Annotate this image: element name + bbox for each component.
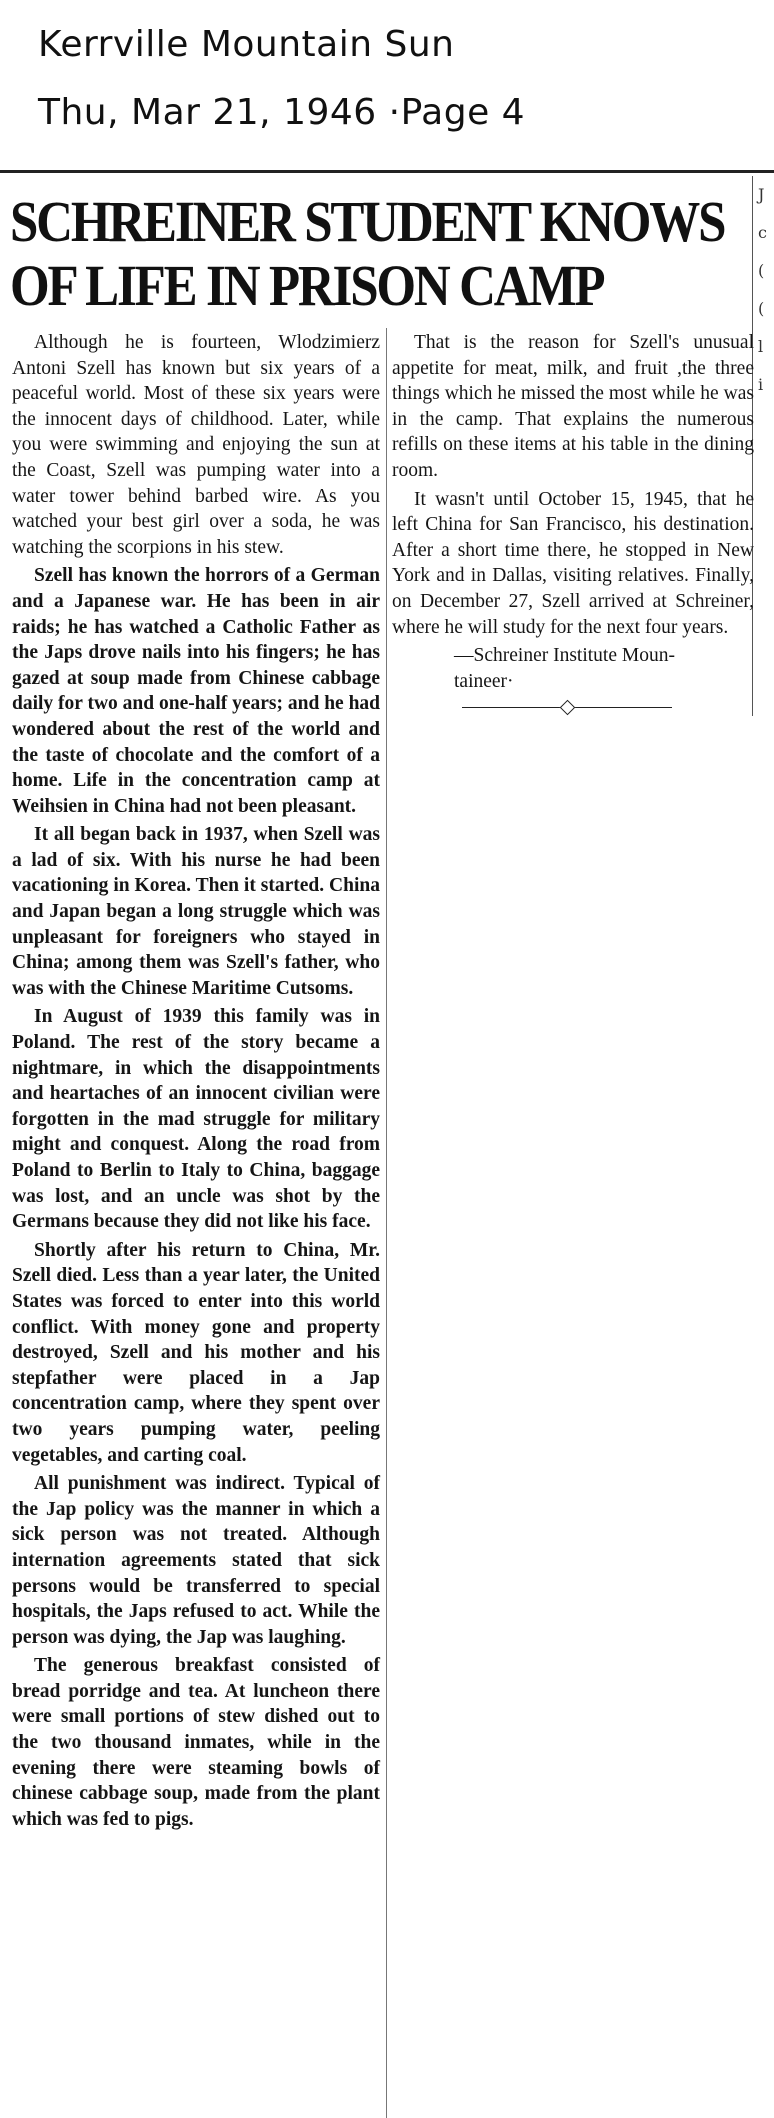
fragment-char: l xyxy=(758,337,764,356)
article-paragraph: Shortly after his return to China, Mr. Szell died. Less than a year later, the United States was forced to enter into this world conflict. With money gone and property destroyed, Szell and his mother and his stepfather were placed in a Jap concentration camp, where they spent over two years pumping water, peeling vegetables, and carting coal. xyxy=(12,1239,380,1466)
fragment-char: i xyxy=(758,375,764,394)
article-end-rule xyxy=(392,697,754,717)
article-column-left xyxy=(12,330,380,1835)
article-paragraph: It all began back in 1937, when Szell was a lad of six. With his nurse he had been vacationing in Korea. Then it started. China and Japan began a long struggle which was unpleasant for foreigners who stayed in China; among them was Szell's father, who was with the Chinese Maritime Cutsoms. xyxy=(12,824,380,999)
signoff-line-1: —Schreiner Institute Moun- xyxy=(454,645,675,667)
top-rule xyxy=(0,170,774,173)
article-paragraph: That is the reason for Szell's unusual appetite for meat, milk, and fruit ,the three things which he missed the most while he was in the camp. That explains the numerous refills on these items at his table in the dining room. xyxy=(392,332,754,481)
article-paragraph: In August of 1939 this family was in Poland. The rest of the story became a nightmare, in which the disappointments and heartaches of an innocent civilian were forgotten in the mad struggle for military might and conquest. Along the road from Poland to Berlin to Italy to China, baggage was lost, and an uncle was shot by the Germans because they did not like his face. xyxy=(12,1006,380,1233)
fragment-char: J xyxy=(758,185,765,204)
headline-line-1: SCHREINER STUDENT KNOWS xyxy=(10,189,725,254)
fragment-char: c xyxy=(758,223,767,242)
article-signoff xyxy=(392,643,754,694)
fragment-char: ( xyxy=(758,299,765,318)
article-paragraph: All punishment was indirect. Typical of the Jap policy was the manner in which a sick person was not treated. Although internation agreements stated that sick persons would be transferred to special hospitals, the Japs refused to act. While the person was dying, the Jap was laughing. xyxy=(12,1473,380,1648)
article-paragraph: It wasn't until October 15, 1945, that he left China for San Francisco, his destination. After a short time there, he stopped in New York and in Dallas, visiting relatives. Finally, on December 27, Szell arrived at Schreiner, where he will study for the next four years. xyxy=(392,488,754,638)
article-paragraph: Szell has known the horrors of a German and a Japanese war. He has been in air raids; he has watched a Catholic Father as the Japs drove nails into his fingers; he has gazed at soup made from Chinese cabbage daily for two and one-half years; and he had wondered about the rest of the world and the taste of chocolate and the comfort of a home. Life in the concentration camp at Weihsien in China had not been pleasant. xyxy=(12,565,381,817)
publication-date-line: Thu, Mar 21, 1946 ·Page 4 xyxy=(38,92,526,133)
clipping-header xyxy=(0,0,774,170)
article-paragraph: Although he is fourteen, Wlodzimierz Antoni Szell has known but six years of a peaceful world. Most of these six years were the innocent days of childhood. Later, while you were swimming and enjoying the sun at the Coast, Szell was pumping water into a water tower behind barbed wire. As you watched your best girl over a soda, he was watching the scorpions in his stew. xyxy=(12,332,380,558)
adjacent-column-fragment xyxy=(758,176,774,736)
column-separator xyxy=(386,328,387,2118)
headline-line-2: OF LIFE IN PRISON CAMP xyxy=(10,253,604,318)
publication-name: Kerrville Mountain Sun xyxy=(38,24,455,65)
end-diamond-icon xyxy=(560,700,576,716)
article-headline xyxy=(10,189,725,318)
fragment-char: ( xyxy=(758,261,765,280)
signoff-line-2: taineer· xyxy=(454,670,514,692)
article-column-right xyxy=(392,330,754,717)
article-paragraph: The generous breakfast consisted of bread porridge and tea. At luncheon there were small portions of stew dished out to the two thousand inmates, while in the evening there were steaming bowls of chinese cabbage soup, made from the plant which was fed to pigs. xyxy=(12,1655,380,1830)
